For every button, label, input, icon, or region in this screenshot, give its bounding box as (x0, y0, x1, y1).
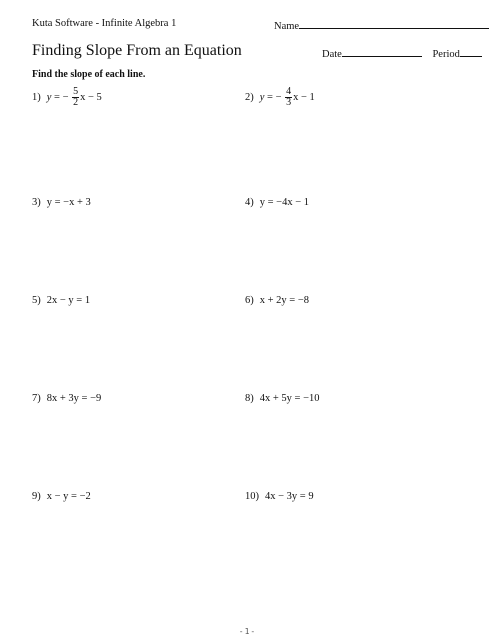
fraction: $\frac{5}{2}$ (73, 86, 79, 108)
problem-7 (32, 393, 101, 404)
page-number: -1- (238, 627, 257, 636)
problem-equation: y = − $\frac{4}{3}$ x − 1 (259, 86, 315, 108)
problem-1 (32, 87, 102, 108)
problem-number: 9) (32, 491, 41, 502)
problem-number: 1) (32, 92, 41, 103)
problem-number: 3) (32, 197, 41, 208)
problem-number: 2) (245, 92, 254, 103)
name-field (274, 18, 489, 32)
date-blank-line (342, 46, 422, 57)
problem-6 (245, 295, 309, 306)
name-blank-line (299, 18, 489, 29)
name-label: Name (274, 21, 300, 32)
fraction: $\frac{4}{3}$ (286, 86, 292, 108)
problem-equation: 4x − 3y = 9 (265, 491, 314, 502)
instructions: Find the slope of each line. (32, 69, 146, 80)
problem-equation: 2x − y = 1 (46, 295, 91, 306)
problem-number: 10) (245, 491, 259, 502)
problem-equation: x + 2y = −8 (259, 295, 310, 306)
problem-10 (245, 491, 314, 502)
problem-number: 5) (32, 295, 41, 306)
problem-equation: y = −4x − 1 (259, 197, 310, 208)
period-blank-line (460, 46, 482, 57)
period-label: Period (432, 49, 460, 60)
problem-equation: 4x + 5y = −10 (259, 393, 320, 404)
problem-3 (32, 197, 91, 208)
date-label: Date (322, 49, 342, 60)
problem-equation: 8x + 3y = −9 (46, 393, 102, 404)
problem-equation: y = − $\frac{5}{2}$ x − 5 (46, 86, 102, 108)
problem-number: 4) (245, 197, 254, 208)
problem-number: 6) (245, 295, 254, 306)
problem-9 (32, 491, 91, 502)
problem-number: 8) (245, 393, 254, 404)
problem-number: 7) (32, 393, 41, 404)
problem-8 (245, 393, 320, 404)
problem-5 (32, 295, 90, 306)
date-period-fields (322, 46, 482, 60)
problem-equation: x − y = −2 (46, 491, 91, 502)
problem-equation: y = −x + 3 (46, 197, 91, 208)
worksheet-source: Kuta Software - Infinite Algebra 1 (32, 18, 177, 29)
problem-4 (245, 197, 309, 208)
problem-2 (245, 87, 315, 108)
page-title: Finding Slope From an Equation (32, 42, 242, 59)
